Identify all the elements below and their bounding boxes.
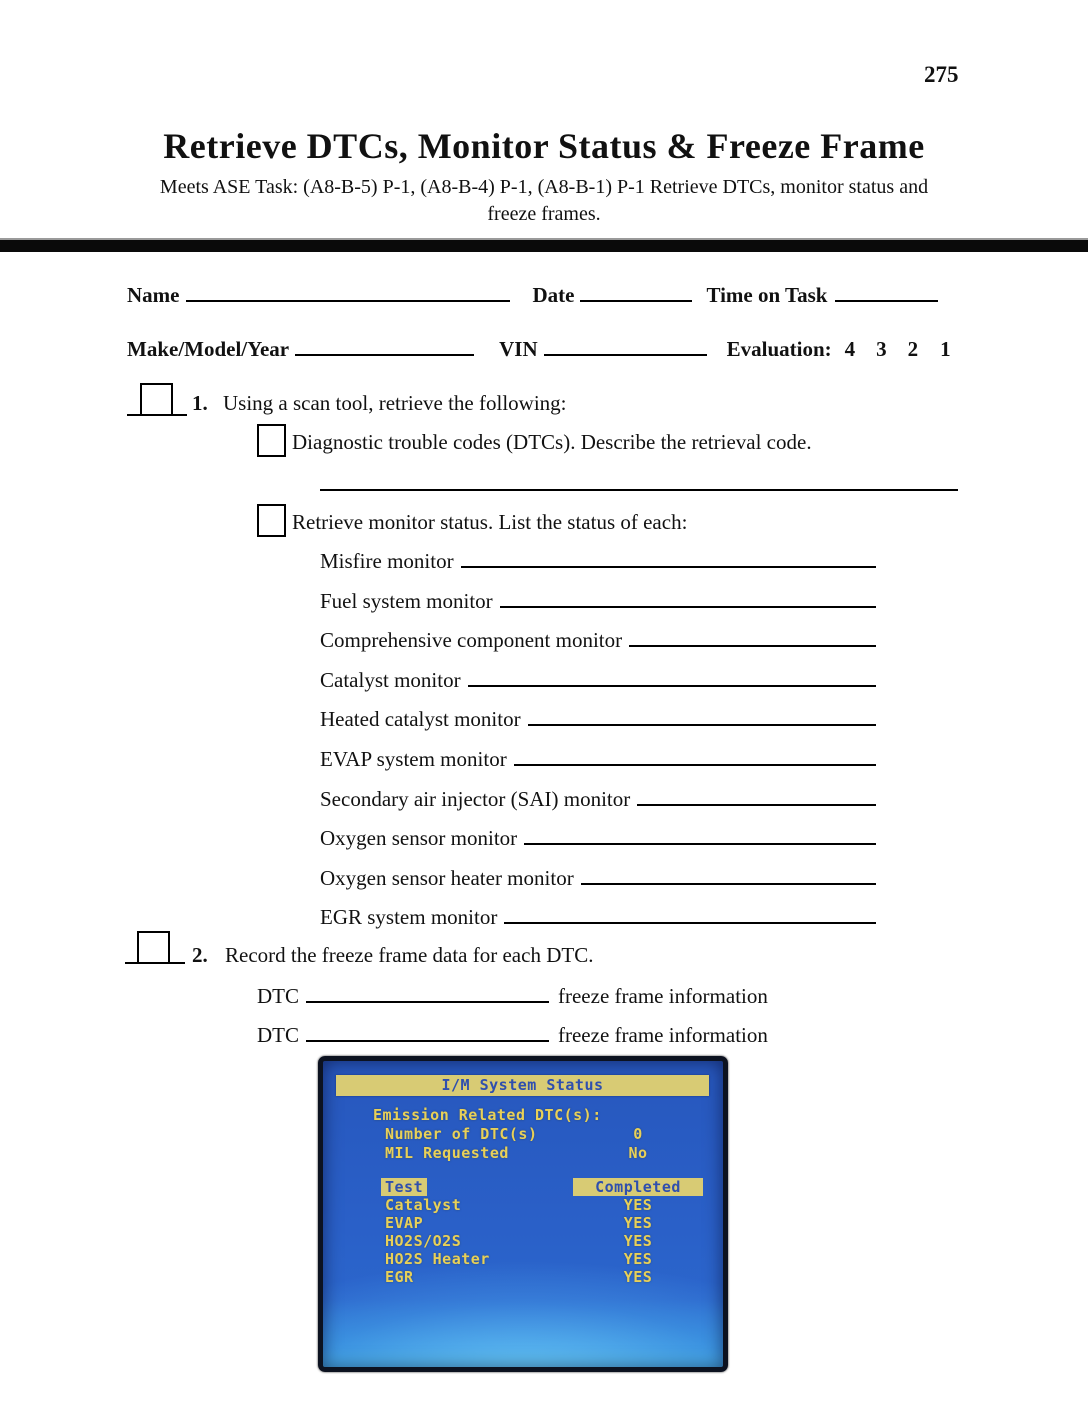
- test-row: [323, 1214, 723, 1232]
- test-name: EGR: [385, 1268, 414, 1286]
- item-1-line: [192, 391, 567, 416]
- monitor-row: [320, 787, 876, 813]
- time-on-task-field-line[interactable]: [835, 286, 938, 302]
- monitor-label: Comprehensive component monitor: [320, 628, 623, 653]
- number-of-dtc-label: Number of DTC(s): [385, 1125, 538, 1143]
- monitor-label: Misfire monitor: [320, 549, 454, 573]
- checkbox-item-2-underline: [125, 962, 185, 964]
- item-1-text: Using a scan tool, retrieve the following:: [223, 391, 567, 415]
- item-1-number: 1.: [192, 391, 208, 415]
- make-model-year-field-line[interactable]: [295, 340, 474, 356]
- monitor-label: Fuel system monitor: [320, 588, 493, 613]
- page-title: Retrieve DTCs, Monitor Status & Freeze Frame: [163, 126, 925, 166]
- monitor-label: Oxygen sensor heater monitor: [320, 865, 574, 890]
- dtc-label: DTC: [257, 1023, 299, 1047]
- monitor-answer-line[interactable]: [514, 750, 876, 766]
- evaluation-label: Evaluation:: [726, 337, 832, 361]
- date-field-line[interactable]: [580, 286, 692, 302]
- freeze-frame-label: freeze frame information: [558, 984, 768, 1008]
- test-name: Catalyst: [385, 1196, 462, 1214]
- test-row: [323, 1232, 723, 1250]
- monitor-row: [320, 905, 876, 931]
- number-of-dtc-value: 0: [633, 1125, 643, 1143]
- monitor-label: Catalyst monitor: [320, 667, 461, 692]
- monitor-answer-line[interactable]: [500, 592, 876, 608]
- mil-requested-value: No: [628, 1144, 648, 1162]
- page-number: 275: [924, 62, 959, 87]
- test-status: YES: [623, 1214, 653, 1232]
- monitor-answer-line[interactable]: [528, 710, 876, 726]
- dtc-code-line[interactable]: [306, 1026, 549, 1042]
- monitor-answer-line[interactable]: [637, 790, 876, 806]
- monitor-answer-line[interactable]: [461, 552, 876, 568]
- mil-requested-label: MIL Requested: [385, 1144, 509, 1162]
- checkbox-dtcs[interactable]: [257, 424, 286, 457]
- test-status: YES: [623, 1196, 653, 1214]
- monitor-answer-line[interactable]: [581, 869, 876, 885]
- monitor-row: [320, 589, 876, 615]
- monitor-answer-line[interactable]: [524, 829, 876, 845]
- time-on-task-label: Time on Task: [706, 283, 828, 307]
- monitor-label: Oxygen sensor monitor: [320, 826, 518, 851]
- dtc-freeze-frame-row-2: [257, 1023, 768, 1048]
- evaluation-score-2[interactable]: 2: [907, 337, 919, 361]
- test-row: [323, 1250, 723, 1268]
- completed-column-header: Completed: [573, 1178, 703, 1196]
- monitor-answer-line[interactable]: [504, 908, 876, 924]
- info-row: [323, 1125, 723, 1144]
- test-table-header-row: [323, 1178, 723, 1196]
- item-2-line: [192, 943, 593, 968]
- dtc-retrieval-code-line[interactable]: [320, 489, 958, 491]
- dtc-code-line[interactable]: [306, 987, 549, 1003]
- emission-dtc-header: Emission Related DTC(s):: [373, 1106, 602, 1124]
- monitor-label: Secondary air injector (SAI) monitor: [320, 786, 631, 811]
- freeze-frame-label: freeze frame information: [558, 1023, 768, 1047]
- item-2-number: 2.: [192, 943, 208, 967]
- monitor-row: [320, 747, 876, 773]
- test-row: [323, 1268, 723, 1286]
- header-divider-rule: [0, 238, 1088, 252]
- monitor-answer-line[interactable]: [468, 671, 876, 687]
- dtcs-sub-item-text: Diagnostic trouble codes (DTCs). Describe the retrieval code.: [292, 430, 812, 454]
- evaluation-score-4[interactable]: 4: [844, 337, 856, 361]
- monitor-row: [320, 668, 876, 694]
- checkbox-item-1-underline: [127, 414, 187, 416]
- vin-field-line[interactable]: [544, 340, 707, 356]
- test-status: YES: [623, 1268, 653, 1286]
- ase-task-subtitle-line1: Meets ASE Task: (A8-B-5) P-1, (A8-B-4) P-1, (A8-B-1) P-1 Retrieve DTCs, monitor status and: [159, 176, 929, 198]
- checkbox-item-2[interactable]: [137, 931, 170, 964]
- evaluation-score-1[interactable]: 1: [940, 337, 951, 361]
- monitor-status-sub-item-text: Retrieve monitor status. List the status of each:: [292, 510, 688, 534]
- monitor-label: Heated catalyst monitor: [320, 707, 521, 732]
- ase-task-subtitle-line2: freeze frames.: [487, 203, 601, 225]
- scan-tool-dtc-summary: [323, 1106, 723, 1163]
- vehicle-row: [127, 337, 951, 362]
- monitor-row: [320, 628, 876, 654]
- monitor-row: [320, 826, 876, 852]
- monitor-row: [320, 866, 876, 892]
- test-name: HO2S/O2S: [385, 1232, 462, 1250]
- test-status: YES: [623, 1250, 653, 1268]
- test-column-header: Test: [381, 1178, 427, 1196]
- test-name: EVAP: [385, 1214, 424, 1232]
- monitor-row: [320, 707, 876, 733]
- checkbox-monitor-status[interactable]: [257, 504, 286, 537]
- name-field-line[interactable]: [186, 286, 510, 302]
- monitor-list: [320, 549, 876, 945]
- checkbox-item-1[interactable]: [140, 383, 173, 416]
- make-model-year-label: Make/Model/Year: [127, 337, 290, 361]
- test-row: [323, 1196, 723, 1214]
- name-label: Name: [127, 283, 180, 307]
- monitor-answer-line[interactable]: [629, 631, 876, 647]
- item-2-text: Record the freeze frame data for each DTC.: [225, 943, 594, 967]
- test-status: YES: [623, 1232, 653, 1250]
- test-name: HO2S Heater: [385, 1250, 490, 1268]
- dtc-freeze-frame-row-1: [257, 984, 768, 1009]
- name-date-row: [127, 283, 938, 308]
- vin-label: VIN: [499, 337, 538, 361]
- scan-tool-test-table: [323, 1178, 723, 1286]
- info-row: [323, 1144, 723, 1163]
- evaluation-score-3[interactable]: 3: [876, 337, 887, 361]
- scan-tool-screen-photo: [318, 1056, 728, 1372]
- scan-tool-title-bar: I/M System Status: [336, 1075, 709, 1096]
- monitor-label: EVAP system monitor: [320, 746, 507, 771]
- monitor-row: [320, 549, 876, 575]
- dtc-label: DTC: [257, 984, 299, 1008]
- date-label: Date: [532, 283, 575, 307]
- monitor-label: EGR system monitor: [320, 905, 498, 930]
